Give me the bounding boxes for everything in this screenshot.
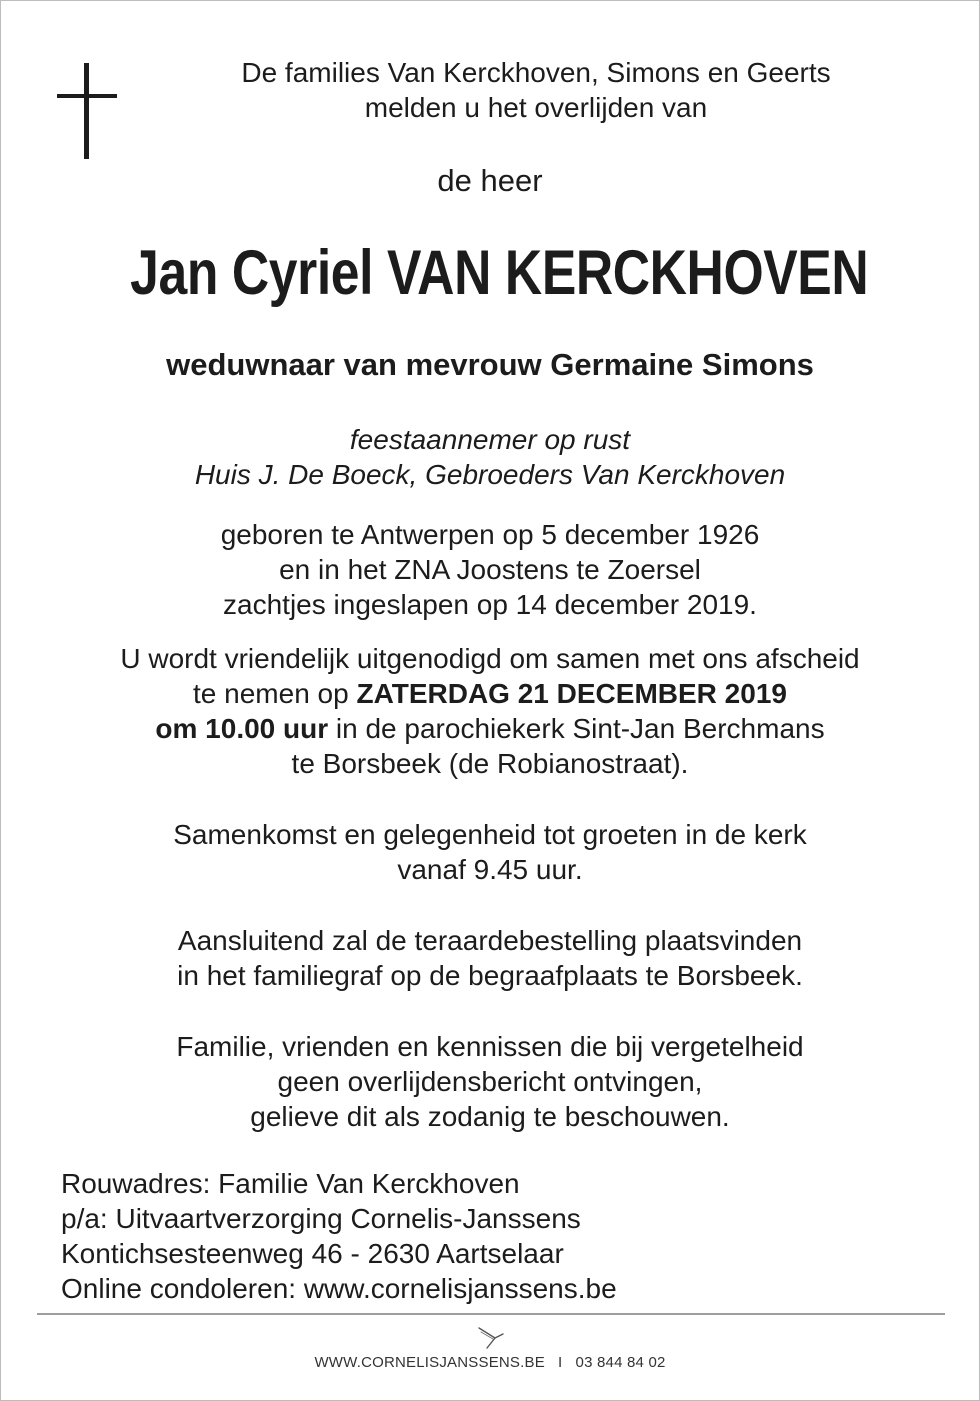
profession [1, 422, 979, 492]
widower-line: weduwnaar van mevrouw Germaine Simons [166, 347, 814, 382]
funeral-time: om 10.00 uur [155, 713, 329, 744]
birth-line: geboren te Antwerpen op 5 december 1926 [220, 519, 760, 550]
address-line: Rouwadres: Familie Van Kerckhoven [61, 1168, 520, 1199]
invitation-line: U wordt vriendelijk uitgenodigd om samen met ons afscheid [120, 643, 860, 674]
gathering-line: Samenkomst en gelegenheid tot groeten in de kerk [173, 819, 807, 850]
footer-phone: 03 844 84 02 [575, 1354, 666, 1371]
invitation-line [1, 711, 979, 746]
invitation-line: te Borsbeek (de Robianostraat). [291, 748, 689, 779]
burial-line: Aansluitend zal de teraardebestelling plaatsvinden [177, 925, 803, 956]
footer-separator: I [558, 1354, 563, 1371]
family-line: Familie, vrienden en kennissen die bij vergetelheid [176, 1031, 804, 1062]
footer [1, 1353, 979, 1373]
profession-line: Huis J. De Boeck, Gebroeders Van Kerckhoven [194, 459, 786, 490]
invitation-location: in de parochiekerk Sint-Jan Berchmans [328, 713, 825, 744]
deceased-name: Jan Cyriel VAN KERCKHOVEN [130, 238, 869, 308]
funeral-invitation [1, 641, 979, 781]
intro-line: melden u het overlijden van [364, 92, 708, 123]
address-line: Kontichsesteenweg 46 - 2630 Aartselaar [61, 1238, 564, 1269]
birth-line: en in het ZNA Joostens te Zoersel [279, 554, 701, 585]
gathering-info [1, 817, 979, 887]
mourning-address [61, 1166, 941, 1306]
profession-line: feestaannemer op rust [349, 424, 631, 455]
invitation-line [1, 676, 979, 711]
family-line: geen overlijdensbericht ontvingen, [277, 1066, 703, 1097]
family-line: gelieve dit als zodanig te beschouwen. [250, 1101, 730, 1132]
divider [37, 1313, 945, 1315]
burial-line: in het familiegraf op de begraafplaats te Borsbeek. [177, 960, 803, 991]
bird-logo-icon [477, 1326, 505, 1350]
honorific: de heer [437, 163, 543, 198]
cross-icon [57, 63, 117, 159]
gathering-line: vanaf 9.45 uur. [397, 854, 583, 885]
burial-info [1, 923, 979, 993]
intro-text [151, 55, 921, 125]
birth-death-info [1, 517, 979, 622]
birth-line: zachtjes ingeslapen op 14 december 2019. [223, 589, 757, 620]
address-line: Online condoleren: www.cornelisjanssens.be [61, 1273, 617, 1304]
footer-website: WWW.CORNELISJANSSENS.BE [314, 1354, 545, 1371]
funeral-date: ZATERDAG 21 DECEMBER 2019 [356, 678, 787, 709]
address-line: p/a: Uitvaartverzorging Cornelis-Janssens [61, 1203, 581, 1234]
invitation-prefix: te nemen op [193, 678, 357, 709]
family-note [1, 1029, 979, 1134]
intro-line: De families Van Kerckhoven, Simons en Geerts [241, 57, 831, 88]
